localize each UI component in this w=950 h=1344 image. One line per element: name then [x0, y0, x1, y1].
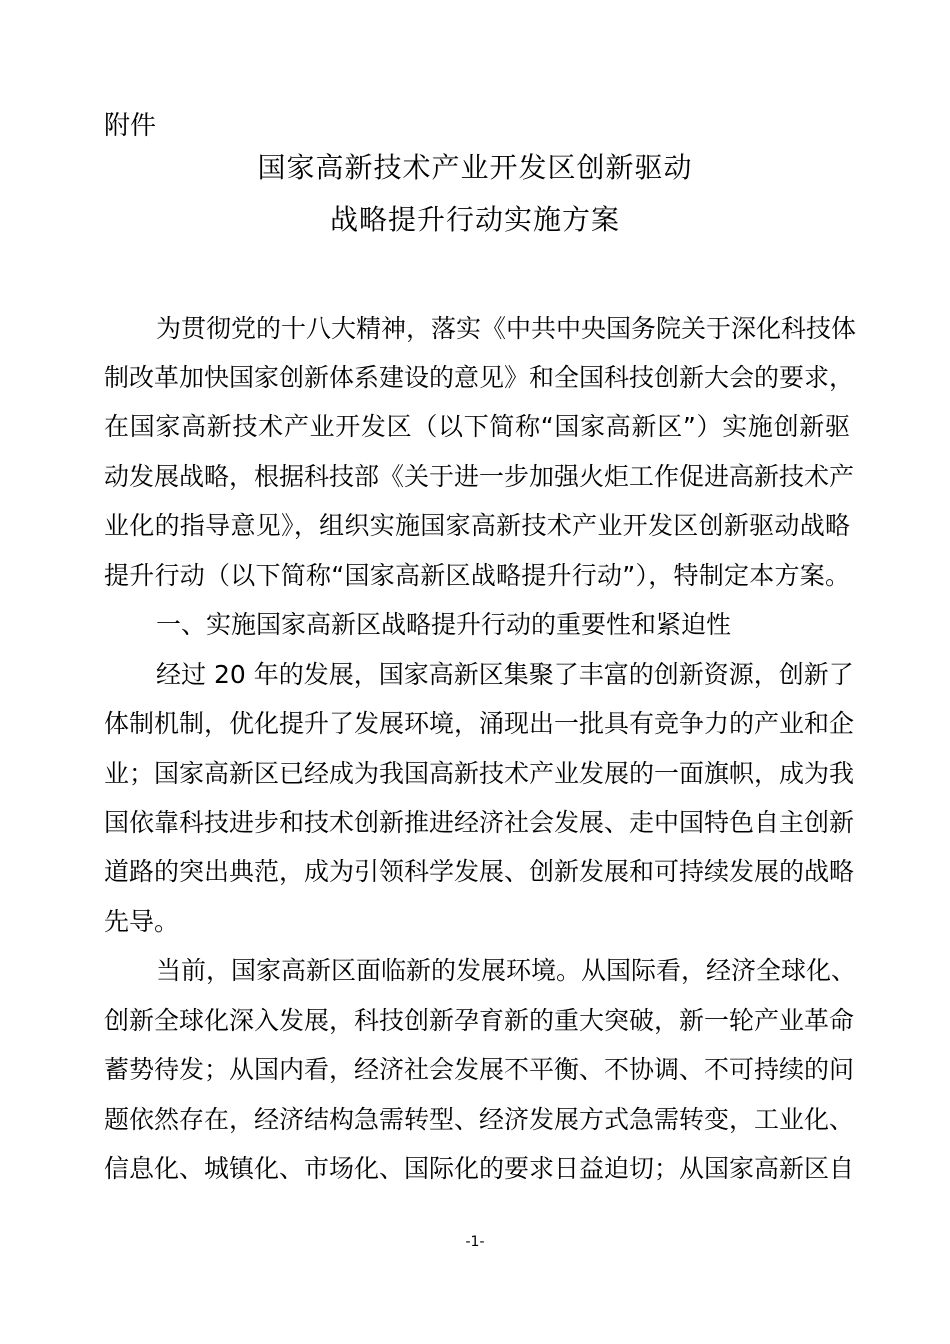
body-line: 制改革加快国家创新体系建设的意见》和全国科技创新大会的要求，	[104, 363, 855, 392]
body-line: 国依靠科技进步和技术创新推进经济社会发展、走中国特色自主创新	[104, 808, 855, 837]
body-line: 蓄势待发；从国内看，经济社会发展不平衡、不协调、不可持续的问	[104, 1055, 855, 1084]
body-line: 道路的突出典范，成为引领科学发展、创新发展和可持续发展的战略	[104, 857, 855, 886]
document-title-line-1: 国家高新技术产业开发区创新驱动	[257, 151, 693, 184]
body-line: 信息化、城镇化、市场化、国际化的要求日益迫切；从国家高新区自	[104, 1154, 855, 1183]
body-line: 业；国家高新区已经成为我国高新技术产业发展的一面旗帜，成为我	[104, 759, 855, 788]
body-line: 创新全球化深入发展，科技创新孕育新的重大突破，新一轮产业革命	[104, 1006, 855, 1035]
body-line: 为贯彻党的十八大精神，落实《中共中央国务院关于深化科技体	[156, 314, 857, 343]
body-line: 先导。	[104, 907, 180, 936]
body-line: 业化的指导意见》，组织实施国家高新技术产业开发区创新驱动战略	[104, 511, 850, 540]
body-line: 当前，国家高新区面临新的发展环境。从国际看，经济全球化、	[156, 956, 857, 985]
body-line: 经过 20 年的发展，国家高新区集聚了丰富的创新资源，创新了	[156, 660, 854, 689]
document-title-line-2: 战略提升行动实施方案	[329, 203, 620, 236]
body-line: 体制机制，优化提升了发展环境，涌现出一批具有竞争力的产业和企	[104, 709, 855, 738]
body-line: 提升行动（以下简称“国家高新区战略提升行动”），特制定本方案。	[104, 561, 850, 590]
attachment-label: 附件	[104, 111, 157, 141]
body-line: 题依然存在，经济结构急需转型、经济发展方式急需转变，工业化、	[104, 1105, 855, 1134]
page-number: -1-	[465, 1234, 485, 1250]
body-line: 在国家高新技术产业开发区（以下简称“国家高新区”）实施创新驱	[104, 412, 850, 441]
body-line: 动发展战略，根据科技部《关于进一步加强火炬工作促进高新技术产	[104, 462, 855, 491]
section-heading: 一、实施国家高新区战略提升行动的重要性和紧迫性	[156, 610, 732, 639]
